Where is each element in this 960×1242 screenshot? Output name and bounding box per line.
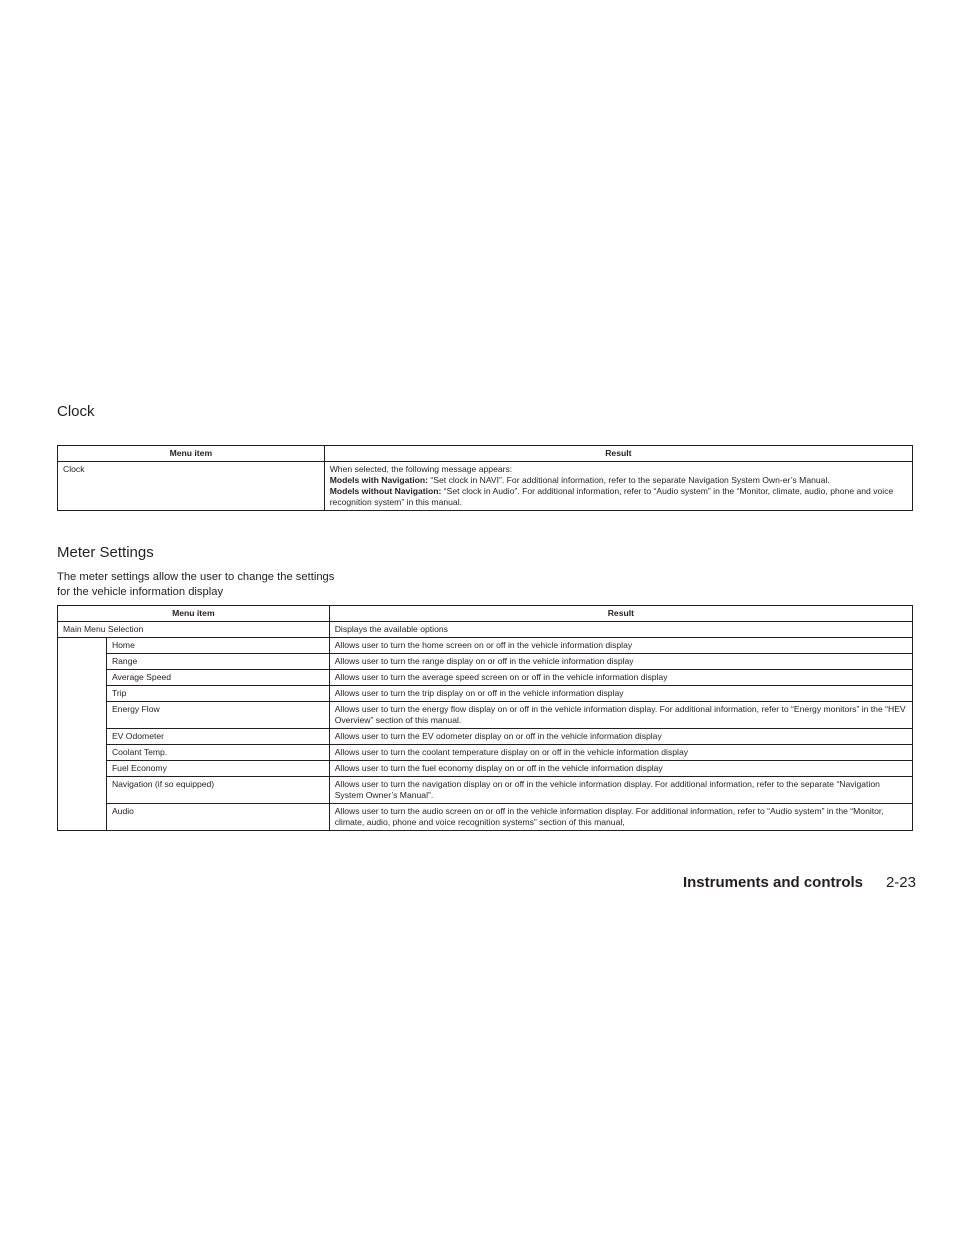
- nonav-text: “Set clock in Audio”. For additional information, refer to “Audio system” in the “Monitor, climate, audio, phone and voice recognition system” in this manual.: [329, 486, 894, 507]
- nav-text: “Set clock in NAVI”. For additional information, refer to the separate Navigation System Own-er’s Manual.: [428, 475, 830, 485]
- submenu-result: Allows user to turn the home screen on or off in the vehicle information display: [329, 638, 912, 654]
- clock-header-menu-item: Menu item: [58, 446, 325, 462]
- submenu-result: Allows user to turn the audio screen on or off in the vehicle information display. For additional information, refer to “Audio system” in the “Monitor, climate, audio, phone and voice recognition systems” section of this manual,: [329, 804, 912, 831]
- meter-intro-text: The meter settings allow the user to change the settings for the vehicle information display: [57, 571, 335, 598]
- clock-result-nav: [330, 475, 907, 486]
- main-menu-item: Main Menu Selection: [58, 622, 330, 638]
- submenu-item: Audio: [106, 804, 329, 831]
- clock-header-result: Result: [324, 446, 912, 462]
- meter-table: [57, 605, 913, 831]
- submenu-item: Trip: [106, 686, 329, 702]
- clock-table: [57, 445, 913, 511]
- submenu-item: Home: [106, 638, 329, 654]
- meter-header-result: Result: [329, 606, 912, 622]
- table-row: [58, 638, 913, 654]
- table-row: [58, 777, 913, 804]
- meter-header-menu-item: Menu item: [58, 606, 330, 622]
- meter-section-title: Meter Settings: [57, 544, 154, 561]
- submenu-result: Allows user to turn the fuel economy display on or off in the vehicle information display: [329, 761, 912, 777]
- submenu-item: Navigation (if so equipped): [106, 777, 329, 804]
- indent-cell: [58, 638, 107, 831]
- table-row: [58, 686, 913, 702]
- page-number: 2-23: [885, 874, 916, 891]
- table-row: [58, 670, 913, 686]
- table-row: [58, 654, 913, 670]
- table-row: [58, 729, 913, 745]
- footer-section-name: Instruments and controls: [682, 874, 863, 891]
- clock-table-header: [58, 446, 913, 462]
- submenu-result: Allows user to turn the range display on or off in the vehicle information display: [329, 654, 912, 670]
- submenu-result: Allows user to turn the energy flow display on or off in the vehicle information display. For additional information, refer to “Energy monitors” in the “HEV Overview” section of this manual.: [329, 702, 912, 729]
- submenu-result: Allows user to turn the coolant temperature display on or off in the vehicle information display: [329, 745, 912, 761]
- clock-result-intro: When selected, the following message appears:: [329, 464, 513, 474]
- submenu-item: Coolant Temp.: [106, 745, 329, 761]
- submenu-item: Average Speed: [106, 670, 329, 686]
- clock-section-title: Clock: [57, 403, 95, 420]
- submenu-result: Allows user to turn the navigation display on or off in the vehicle information display. For additional information, refer to the separate “Navigation System Owner’s Manual”.: [329, 777, 912, 804]
- nav-label: Models with Navigation:: [329, 475, 429, 485]
- table-row: [58, 702, 913, 729]
- meter-table-header: [58, 606, 913, 622]
- submenu-result: Allows user to turn the average speed screen on or off in the vehicle information display: [329, 670, 912, 686]
- table-row: [58, 804, 913, 831]
- table-row: [58, 745, 913, 761]
- submenu-item: Fuel Economy: [106, 761, 329, 777]
- clock-row-result: [324, 462, 912, 511]
- clock-row-item: Clock: [58, 462, 325, 511]
- submenu-item: Energy Flow: [106, 702, 329, 729]
- nonav-label: Models without Navigation:: [329, 486, 442, 496]
- main-menu-result: Displays the available options: [329, 622, 912, 638]
- submenu-item: Range: [106, 654, 329, 670]
- table-row: [58, 462, 913, 511]
- submenu-result: Allows user to turn the trip display on or off in the vehicle information display: [329, 686, 912, 702]
- table-row: [58, 622, 913, 638]
- submenu-result: Allows user to turn the EV odometer display on or off in the vehicle information display: [329, 729, 912, 745]
- clock-result-nonav: [330, 486, 907, 508]
- table-row: [58, 761, 913, 777]
- submenu-item: EV Odometer: [106, 729, 329, 745]
